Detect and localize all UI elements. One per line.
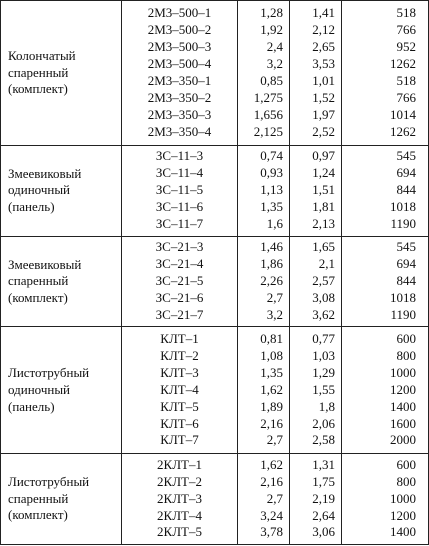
value-b-cell: [290, 327, 342, 454]
value-a: 2,16: [260, 415, 283, 431]
value-a: 1,46: [260, 239, 283, 255]
value-b: 2,57: [312, 273, 335, 289]
value-b: 2,52: [312, 123, 335, 139]
value-a: 1,92: [260, 22, 283, 38]
value-b: 0,97: [312, 148, 335, 164]
value-b: 1,41: [312, 5, 335, 21]
group-name: Колончатый спаренный (комплект): [8, 47, 76, 97]
value-a: 3,2: [266, 55, 283, 71]
model-cell: [122, 327, 238, 454]
value-b: 1,8: [318, 398, 335, 414]
value-b: 3,06: [312, 524, 335, 540]
group-name: Листотрубный спаренный (комплект): [8, 474, 90, 523]
table-body: [1, 1, 429, 545]
value-c: 1000: [390, 490, 416, 506]
value-a: 1,35: [260, 364, 283, 380]
value-a: 2,7: [266, 432, 283, 448]
value-a: 0,81: [260, 331, 283, 347]
model-value: 2М3–350–3: [147, 106, 212, 122]
value-b: 2,06: [312, 415, 335, 431]
model-value: 2КЛТ–2: [157, 473, 202, 489]
value-c: 1200: [390, 381, 416, 397]
model-value: КЛТ–3: [160, 364, 199, 380]
value-b: 2,12: [312, 22, 335, 38]
model-value: 2М3–350–4: [147, 123, 212, 139]
value-a: 1,08: [260, 348, 283, 364]
value-c: 694: [396, 256, 416, 272]
value-list: [238, 457, 289, 541]
value-c: 1018: [390, 199, 416, 215]
value-list: [290, 5, 341, 140]
value-b: 1,75: [312, 473, 335, 489]
value-b: 2,19: [312, 490, 335, 506]
value-a-cell: [238, 454, 290, 545]
value-a: 2,125: [253, 123, 283, 139]
model-value: ЗС–21–5: [155, 273, 204, 289]
value-a: 2,26: [260, 273, 283, 289]
value-a-cell: [238, 1, 290, 146]
value-c: 2000: [390, 432, 416, 448]
value-c: 952: [396, 39, 416, 55]
model-value: ЗС–21–3: [155, 239, 204, 255]
value-c-cell: [342, 145, 429, 236]
value-c: 1262: [390, 55, 416, 71]
value-b: 1,01: [312, 72, 335, 88]
value-a: 1,62: [260, 456, 283, 472]
value-list: [342, 331, 428, 449]
value-list: [342, 5, 428, 140]
value-b: 1,81: [312, 199, 335, 215]
value-a: 1,86: [260, 256, 283, 272]
value-c: 1014: [390, 106, 416, 122]
model-value: 2М3–500–4: [147, 55, 212, 71]
value-c: 1400: [390, 524, 416, 540]
value-c-cell: [342, 327, 429, 454]
value-c: 1000: [390, 364, 416, 380]
value-c: 1190: [390, 215, 416, 231]
value-a: 1,62: [260, 381, 283, 397]
group-name-cell: [1, 454, 122, 545]
value-c: 1600: [390, 415, 416, 431]
value-c-cell: [342, 454, 429, 545]
value-list: [290, 148, 341, 232]
value-c: 766: [396, 89, 416, 105]
model-cell: [122, 1, 238, 146]
value-b: 1,55: [312, 381, 335, 397]
value-a: 1,656: [253, 106, 283, 122]
value-a: 0,93: [260, 165, 283, 181]
model-value: ЗС–11–3: [155, 148, 204, 164]
value-b-cell: [290, 1, 342, 146]
model-value: 2КЛТ–5: [157, 524, 202, 540]
value-list: [290, 239, 341, 323]
model-value: КЛТ–4: [160, 381, 199, 397]
value-c-cell: [342, 1, 429, 146]
value-a: 2,4: [266, 39, 283, 55]
model-value: ЗС–11–7: [155, 215, 204, 231]
value-list: [290, 457, 341, 541]
value-c: 1400: [390, 398, 416, 414]
model-value: 2М3–500–2: [147, 22, 212, 38]
model-value: КЛТ–2: [160, 348, 199, 364]
value-c: 545: [396, 148, 416, 164]
table-row: [1, 327, 429, 454]
value-list: [238, 331, 289, 449]
value-a: 1,89: [260, 398, 283, 414]
value-c: 600: [396, 456, 416, 472]
value-b: 0,77: [312, 331, 335, 347]
value-a-cell: [238, 327, 290, 454]
model-value: 2М3–500–3: [147, 39, 212, 55]
value-b: 1,97: [312, 106, 335, 122]
value-c: 800: [396, 348, 416, 364]
value-c: 518: [396, 5, 416, 21]
group-name: Змеевиковый спаренный (комплект): [8, 256, 82, 305]
group-name-cell: [1, 1, 122, 146]
value-c: 694: [396, 165, 416, 181]
value-a: 1,28: [260, 5, 283, 21]
value-a: 3,24: [260, 507, 283, 523]
value-c-cell: [342, 236, 429, 327]
value-list: [342, 148, 428, 232]
value-c: 1200: [390, 507, 416, 523]
model-value: 2КЛТ–3: [157, 490, 202, 506]
model-cell: [122, 236, 238, 327]
value-list: [342, 457, 428, 541]
value-c: 844: [396, 182, 416, 198]
value-b: 1,03: [312, 348, 335, 364]
model-cell: [122, 145, 238, 236]
model-value: ЗС–11–5: [155, 182, 204, 198]
value-a: 3,78: [260, 524, 283, 540]
value-list: [238, 5, 289, 140]
value-list: [238, 239, 289, 323]
value-b: 2,64: [312, 507, 335, 523]
table-row: [1, 1, 429, 146]
value-list: [122, 457, 237, 541]
model-value: 2КЛТ–4: [157, 507, 202, 523]
value-a-cell: [238, 145, 290, 236]
value-c: 800: [396, 473, 416, 489]
value-a-cell: [238, 236, 290, 327]
table-row: [1, 145, 429, 236]
value-a: 1,35: [260, 199, 283, 215]
value-b-cell: [290, 145, 342, 236]
group-name-cell: [1, 145, 122, 236]
model-value: ЗС–21–4: [155, 256, 204, 272]
value-c: 766: [396, 22, 416, 38]
value-a: 2,7: [266, 490, 283, 506]
value-list: [122, 5, 237, 140]
value-a: 1,275: [253, 89, 283, 105]
model-value: ЗС–21–7: [155, 306, 204, 322]
value-b-cell: [290, 454, 342, 545]
value-c: 1190: [390, 306, 416, 322]
group-name: Змеевиковый одиночный (панель): [8, 165, 82, 214]
value-b: 2,13: [312, 215, 335, 231]
value-c: 545: [396, 239, 416, 255]
value-list: [290, 331, 341, 449]
model-value: КЛТ–1: [160, 331, 199, 347]
value-b: 1,29: [312, 364, 335, 380]
value-a: 0,85: [260, 72, 283, 88]
value-b: 3,62: [312, 306, 335, 322]
value-c: 844: [396, 273, 416, 289]
value-b: 2,1: [318, 256, 335, 272]
value-list: [122, 331, 237, 449]
value-c: 518: [396, 72, 416, 88]
value-list: [122, 148, 237, 232]
value-a: 2,7: [266, 289, 283, 305]
group-name-cell: [1, 236, 122, 327]
value-b: 3,08: [312, 289, 335, 305]
value-list: [122, 239, 237, 323]
group-name: Листотрубный одиночный (панель): [8, 365, 90, 414]
model-value: 2М3–350–1: [147, 72, 212, 88]
value-b: 1,51: [312, 182, 335, 198]
value-b: 1,52: [312, 89, 335, 105]
model-value: 2М3–500–1: [147, 5, 212, 21]
value-b-cell: [290, 236, 342, 327]
value-c: 1018: [390, 289, 416, 305]
value-b: 1,31: [312, 456, 335, 472]
model-value: КЛТ–5: [160, 398, 199, 414]
value-a: 2,16: [260, 473, 283, 489]
value-b: 2,65: [312, 39, 335, 55]
value-b: 1,24: [312, 165, 335, 181]
value-a: 1,6: [266, 215, 283, 231]
value-b: 3,53: [312, 55, 335, 71]
table-row: [1, 236, 429, 327]
value-list: [342, 239, 428, 323]
value-c: 1262: [390, 123, 416, 139]
value-a: 3,2: [266, 306, 283, 322]
model-value: КЛТ–6: [160, 415, 199, 431]
model-value: ЗС–11–4: [155, 165, 204, 181]
value-a: 1,13: [260, 182, 283, 198]
value-a: 0,74: [260, 148, 283, 164]
model-value: ЗС–21–6: [155, 289, 204, 305]
model-cell: [122, 454, 238, 545]
value-list: [238, 148, 289, 232]
model-value: КЛТ–7: [160, 432, 199, 448]
value-c: 600: [396, 331, 416, 347]
table-row: [1, 454, 429, 545]
group-name-cell: [1, 327, 122, 454]
value-b: 2,58: [312, 432, 335, 448]
model-value: 2М3–350–2: [147, 89, 212, 105]
model-value: 2КЛТ–1: [157, 456, 202, 472]
value-b: 1,65: [312, 239, 335, 255]
model-value: ЗС–11–6: [155, 199, 204, 215]
